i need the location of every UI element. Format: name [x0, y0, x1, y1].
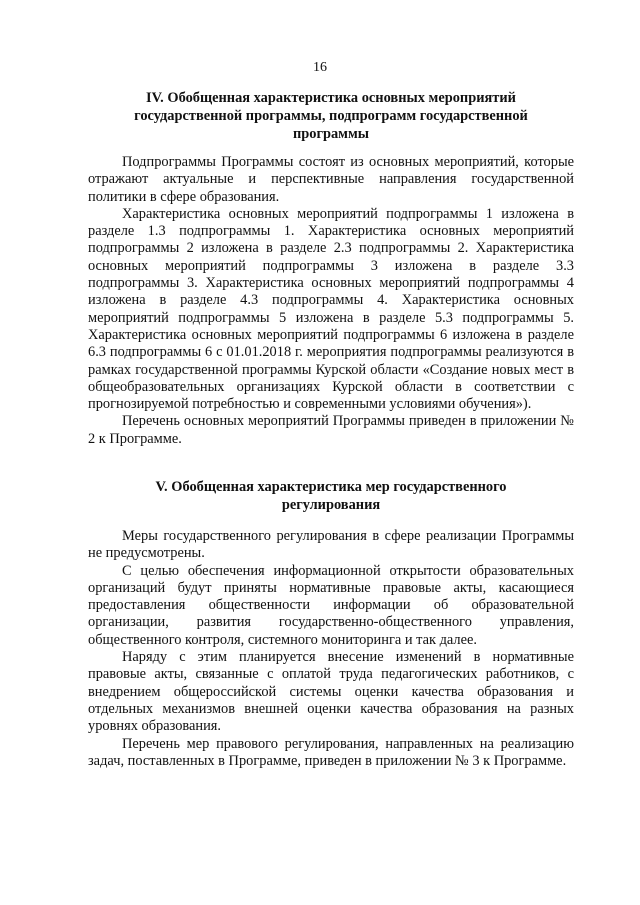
- section-v-body: [88, 528, 574, 770]
- section-iv-body: [88, 154, 574, 448]
- page-number: 16: [313, 60, 327, 75]
- paragraph: Характеристика основных мероприятий подпрограммы 1 изложена в разделе 1.3 подпрограммы 1. Характеристика основных мероприятий подпрограммы 2 изложена в разделе 2.3 подпрограммы 2. Характеристика основных мероприятий подпрограммы 3 изложена в разделе 3.3 подпрограммы 3. Характеристика основных мероприятий подпрограммы 4 изложена в разделе 4.3 подпрограммы 4. Характеристика основных мероприятий подпрограммы 5 изложена в разделе 5.3 подпрограммы 5. Характеристика основных мероприятий подпрограммы 6 изложена в разделе 6.3 подпрограммы 6 с 01.01.2018 г. мероприятия подпрограммы реализуются в рамках государственной программы Курской области «Создание новых мест в общеобразовательных организациях Курской области в соответствии с прогнозируемой потребностью и современными условиями обучения»).: [88, 205, 574, 413]
- paragraph: Подпрограммы Программы состоят из основных мероприятий, которые отражают актуальные и перспективные направления государственной политики в сфере образования.: [88, 154, 574, 205]
- paragraph: Меры государственного регулирования в сфере реализации Программы не предусмотрены.: [88, 528, 574, 562]
- section-v: [88, 478, 574, 514]
- paragraph: Наряду с этим планируется внесение изменений в нормативные правовые акты, связанные с оплатой труда педагогических работников, с внедрением общероссийской системы оценки качества образования и отдельных механизмов внешней оценки качества образования на разных уровнях образования.: [88, 649, 574, 735]
- section-iv-heading: IV. Обобщенная характеристика основных мероприятий государственной программы, подпрограмм государственной программы: [134, 90, 528, 142]
- paragraph: Перечень мер правового регулирования, направленных на реализацию задач, поставленных в Программе, приведен в приложении № 3 к Программе.: [88, 735, 574, 769]
- paragraph: С целью обеспечения информационной открытости образовательных организаций будут приняты нормативные правовые акты, касающиеся предоставления общественности информации об образовательной организации, развития государственно-общественного управления, общественного контроля, системного мониторинга и так далее.: [88, 562, 574, 648]
- section-v-heading: V. Обобщенная характеристика мер государственного регулирования: [155, 479, 507, 513]
- paragraph: Перечень основных мероприятий Программы приведен в приложении № 2 к Программе.: [88, 413, 574, 447]
- section-iv: [88, 89, 574, 143]
